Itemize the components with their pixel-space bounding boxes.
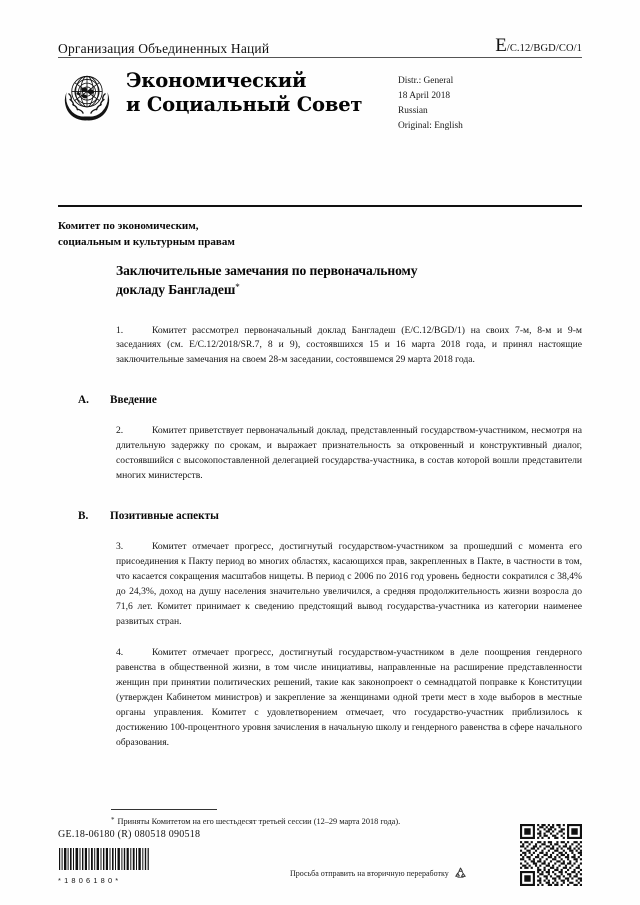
committee-name xyxy=(58,219,235,250)
section-b-letter: B. xyxy=(78,510,89,523)
paragraph-2-text: Комитет приветствует первоначальный доклад, представленный государством-участником, несмотря на длительную задержку по срокам, и выражает признательность за откровенный и конструктивный диалог, состоявшийся с высокопоставленной делегацией государства-участника, в состав которой вошли представители многих министерств. xyxy=(116,425,582,482)
document-symbol-rest: /C.12/BGD/CO/1 xyxy=(506,43,582,54)
organ-title xyxy=(126,69,362,117)
distribution-date: 18 April 2018 xyxy=(398,90,451,101)
distribution-block xyxy=(398,74,463,133)
paragraph-3-text: Комитет отмечает прогресс, достигнутый государством-участником за прошедший с момента его присоединения к Пакту период во многих областях, касающихся прав, закрепленных в Пакте, в частности в том, что касается сокращения масштабов нищеты. В период с 2006 по 2016 год уровень бедности сократился с 38,4% до 24,3%, доход на душу населения значительно увеличился, а средняя продолжительность жизни возросла до 71,6 лет. Комитет принимает к сведению предстоящий вывод государства-участника из категории наименее развитых стран. xyxy=(116,541,582,627)
page-title-line2: докладу Бангладеш xyxy=(116,281,236,297)
paragraph-3-number: 3. xyxy=(116,541,124,553)
qr-code xyxy=(520,824,582,886)
organ-title-line1: Экономический xyxy=(126,69,307,92)
document-symbol-lead: E xyxy=(495,35,507,56)
paragraph-1-number: 1. xyxy=(116,324,124,336)
recycle-text: Просьба отправить на вторичную переработку xyxy=(290,869,449,878)
paragraph-1 xyxy=(116,324,582,369)
committee-name-line1: Комитет по экономическим, xyxy=(58,220,199,232)
page-title-line2-wrap xyxy=(116,281,536,300)
paragraph-2 xyxy=(116,424,582,484)
footnote-separator xyxy=(111,809,217,810)
recycle-icon xyxy=(453,866,468,881)
ge-document-code: GE.18-06180 (R) 080518 090518 xyxy=(58,829,201,840)
paragraph-4-text: Комитет отмечает прогресс, достигнутый государством-участником в деле поощрения гендерного равенства в общественной жизни, в том числе инициативы, направленные на расширение представленности женщин при принятии политических решений, такие как законопроект о семнадцатой поправке к Конституции (утвержден Кабинетом министров) и закрепление за женщинами одной трети мест в ходе выборов в местные органы управления. Комитет с удовлетворением отмечает, что государство-участник приблизилось к достижению 100-процентного уровня зачисления в начальную школу и гендерного равенства в сфере начального образования. xyxy=(116,646,582,748)
footnote-text: Приняты Комитетом на его шестьдесят третьей сессии (12–29 марта 2018 года). xyxy=(117,817,401,826)
barcode-digits: *1806180* xyxy=(58,876,122,885)
committee-name-line2: социальным и культурным правам xyxy=(58,235,235,248)
paragraph-4 xyxy=(116,646,582,751)
paragraph-3 xyxy=(116,540,582,630)
page-title-line1: Заключительные замечания по первоначальному xyxy=(116,263,418,278)
barcode xyxy=(58,848,150,885)
barcode-bars-icon xyxy=(58,848,150,870)
paragraph-2-number: 2. xyxy=(116,425,124,437)
section-a-letter: A. xyxy=(78,394,89,407)
distribution-original: Original: English xyxy=(398,120,463,131)
footnote-marker: * xyxy=(111,816,115,824)
section-heading-a xyxy=(58,394,582,406)
document-body xyxy=(58,262,582,751)
paragraph-4-number: 4. xyxy=(116,646,124,658)
masthead xyxy=(58,33,582,55)
organ-title-line2: и Социальный Совет xyxy=(126,92,363,116)
document-symbol xyxy=(495,36,582,55)
emblem-title-block xyxy=(58,69,362,121)
masthead-divider xyxy=(58,57,582,58)
distribution-language: Russian xyxy=(398,105,428,116)
paragraph-1-text: Комитет рассмотрел первоначальный доклад Бангладеш (E/C.12/BGD/1) на своих 7-м, 8-м и 9-м заседаниях (см. E/C.12/2018/SR.7, 8 и 9), состоявшихся 15 и 16 марта 2018 года, и принял настоящие заключительные замечания на своем 28-м заседании, состоявшемся 29 марта 2018 года. xyxy=(116,324,582,366)
un-emblem-icon xyxy=(58,69,116,121)
section-b-title: Позитивные аспекты xyxy=(110,510,219,523)
page-title xyxy=(116,262,536,300)
page-title-footnote-marker: * xyxy=(235,281,240,292)
section-heading-b xyxy=(58,510,582,522)
header-divider xyxy=(58,205,582,207)
distribution-type: Distr.: General xyxy=(398,76,454,86)
footnote xyxy=(111,816,571,828)
recycle-notice xyxy=(290,866,468,881)
section-a-title: Введение xyxy=(110,394,157,407)
organization-name: Организация Объединенных Наций xyxy=(58,40,270,56)
